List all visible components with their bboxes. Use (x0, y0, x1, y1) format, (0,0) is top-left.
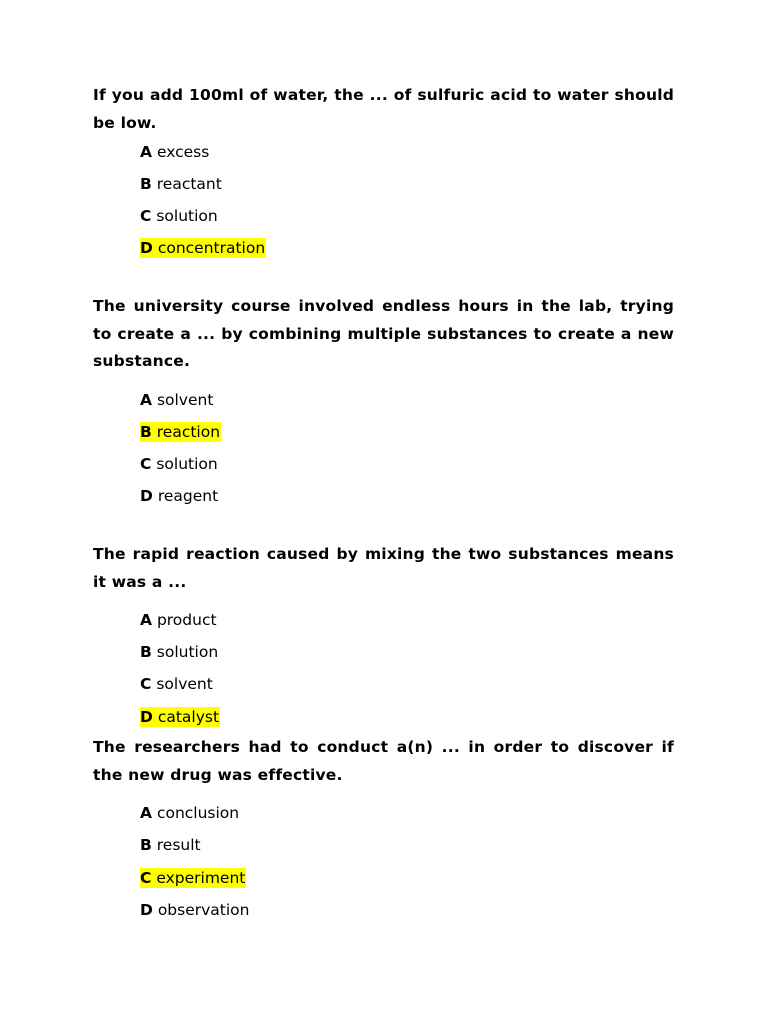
option-text: solution (156, 455, 218, 473)
question-2-option-d (140, 486, 219, 506)
option-text: result (156, 836, 201, 854)
question-1-text: If you add 100ml of water, the ... of sulfuric acid to water should be low. (93, 86, 674, 132)
question-3-text: The rapid reaction caused by mixing the two substances means it was a ... (93, 545, 674, 591)
question-1-option-c (140, 206, 219, 226)
option-letter: C (140, 207, 152, 225)
question-3-option-b (140, 642, 219, 662)
option-text: reactant (156, 175, 222, 193)
option-letter: D (140, 708, 153, 726)
option-letter: C (140, 455, 152, 473)
option-text: concentration (157, 239, 266, 257)
question-3-option-d-answer (140, 707, 220, 727)
option-text: observation (157, 901, 250, 919)
option-letter: C (140, 675, 152, 693)
option-letter: A (140, 143, 152, 161)
option-letter: B (140, 423, 152, 441)
option-text: reaction (156, 423, 221, 441)
question-2-option-c (140, 454, 219, 474)
option-text: experiment (156, 869, 246, 887)
option-text: solvent (156, 391, 214, 409)
question-4-option-b (140, 835, 202, 855)
option-text: solution (156, 207, 218, 225)
option-text: reagent (157, 487, 219, 505)
question-2-option-b-answer (140, 422, 221, 442)
option-letter: D (140, 239, 153, 257)
question-2-text: The university course involved endless hours in the lab, trying to create a ... by combining multiple substances to create a new substance. (93, 297, 674, 370)
option-letter: A (140, 391, 152, 409)
question-4-option-a (140, 803, 240, 823)
question-3-option-a (140, 610, 218, 630)
option-letter: D (140, 901, 153, 919)
question-3-option-c (140, 674, 214, 694)
option-text: catalyst (157, 708, 220, 726)
option-letter: A (140, 804, 152, 822)
option-text: excess (156, 143, 210, 161)
option-letter: C (140, 869, 152, 887)
option-text: conclusion (156, 804, 240, 822)
option-letter: B (140, 643, 152, 661)
question-2-option-a (140, 390, 214, 410)
option-letter: A (140, 611, 152, 629)
option-letter: B (140, 836, 152, 854)
option-letter: B (140, 175, 152, 193)
question-1-option-a (140, 142, 210, 162)
question-4-option-d (140, 900, 250, 920)
option-text: solvent (156, 675, 213, 693)
question-4-option-c-answer (140, 868, 246, 888)
question-1-option-b (140, 174, 223, 194)
question-4-text: The researchers had to conduct a(n) ... in order to discover if the new drug was effective. (93, 738, 674, 784)
question-1-option-d-answer (140, 238, 266, 258)
option-text: product (156, 611, 217, 629)
option-letter: D (140, 487, 153, 505)
option-text: solution (156, 643, 219, 661)
